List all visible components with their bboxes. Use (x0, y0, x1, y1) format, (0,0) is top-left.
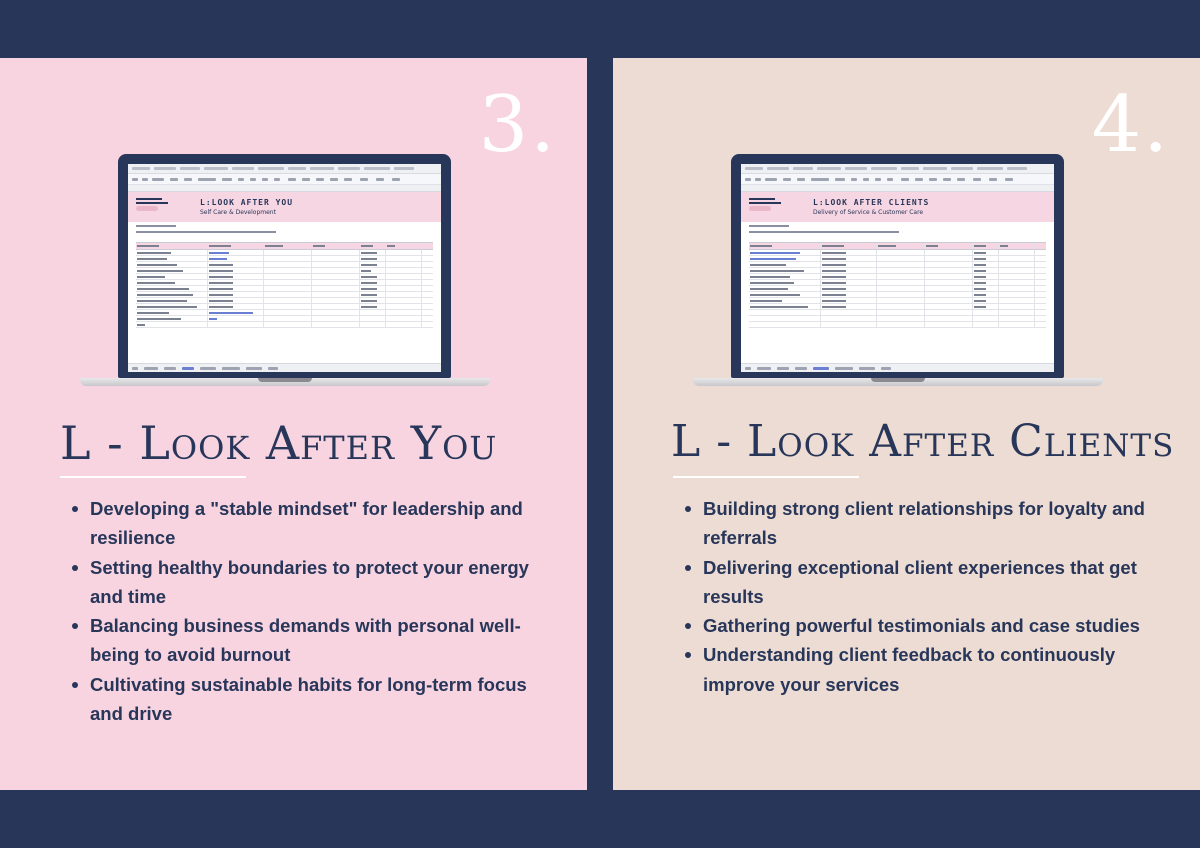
laptop-lid (118, 154, 451, 378)
sheet-subtitle: Delivery of Service & Customer Care (813, 209, 924, 216)
resource-table (749, 242, 1046, 328)
heading-underline (60, 476, 246, 478)
column-header-bar (741, 185, 1054, 192)
step-number: 4. (1091, 80, 1170, 170)
bullet-item: Gathering powerful testimonials and case studies (685, 611, 1155, 640)
laptop-mockup (80, 154, 490, 384)
bullet-list (685, 494, 1155, 699)
brand-logo (749, 198, 789, 214)
laptop-lid (731, 154, 1064, 378)
sheet-title: L:LOOK AFTER YOU (200, 198, 294, 207)
sheet-tabs (741, 363, 1054, 372)
bullet-item: Delivering exceptional client experiences that get results (685, 553, 1155, 612)
sheet-note (741, 222, 1054, 242)
panel-look-after-you (0, 58, 587, 790)
sheet-subtitle: Self Care & Development (200, 209, 276, 216)
brand-logo (136, 198, 176, 214)
laptop-mockup (693, 154, 1103, 384)
bullet-list (72, 494, 562, 728)
sheet-toolbar (128, 174, 441, 185)
browser-tabs (741, 164, 1054, 174)
bullet-item: Developing a "stable mindset" for leadership and resilience (72, 494, 562, 553)
step-number: 3. (478, 80, 557, 170)
section-heading: L - Look After You (60, 416, 498, 470)
sheet-header (128, 192, 441, 222)
laptop-notch (258, 378, 312, 382)
bullet-item: Setting healthy boundaries to protect your energy and time (72, 553, 562, 612)
bullet-item: Cultivating sustainable habits for long-term focus and drive (72, 670, 562, 729)
sheet-note (128, 222, 441, 242)
panel-look-after-clients (613, 58, 1200, 790)
browser-tabs (128, 164, 441, 174)
sheet-title: L:LOOK AFTER CLIENTS (813, 198, 930, 207)
bullet-item: Balancing business demands with personal well-being to avoid burnout (72, 611, 562, 670)
section-heading: L - Look After Clients (671, 416, 1175, 467)
bullet-item: Building strong client relationships for loyalty and referrals (685, 494, 1155, 553)
resource-table (136, 242, 433, 328)
sheet-tabs (128, 363, 441, 372)
spreadsheet-screenshot (741, 164, 1054, 372)
sheet-toolbar (741, 174, 1054, 185)
sheet-header (741, 192, 1054, 222)
laptop-notch (871, 378, 925, 382)
spreadsheet-screenshot (128, 164, 441, 372)
heading-underline (673, 476, 859, 478)
column-header-bar (128, 185, 441, 192)
bullet-item: Understanding client feedback to continuously improve your services (685, 640, 1155, 699)
